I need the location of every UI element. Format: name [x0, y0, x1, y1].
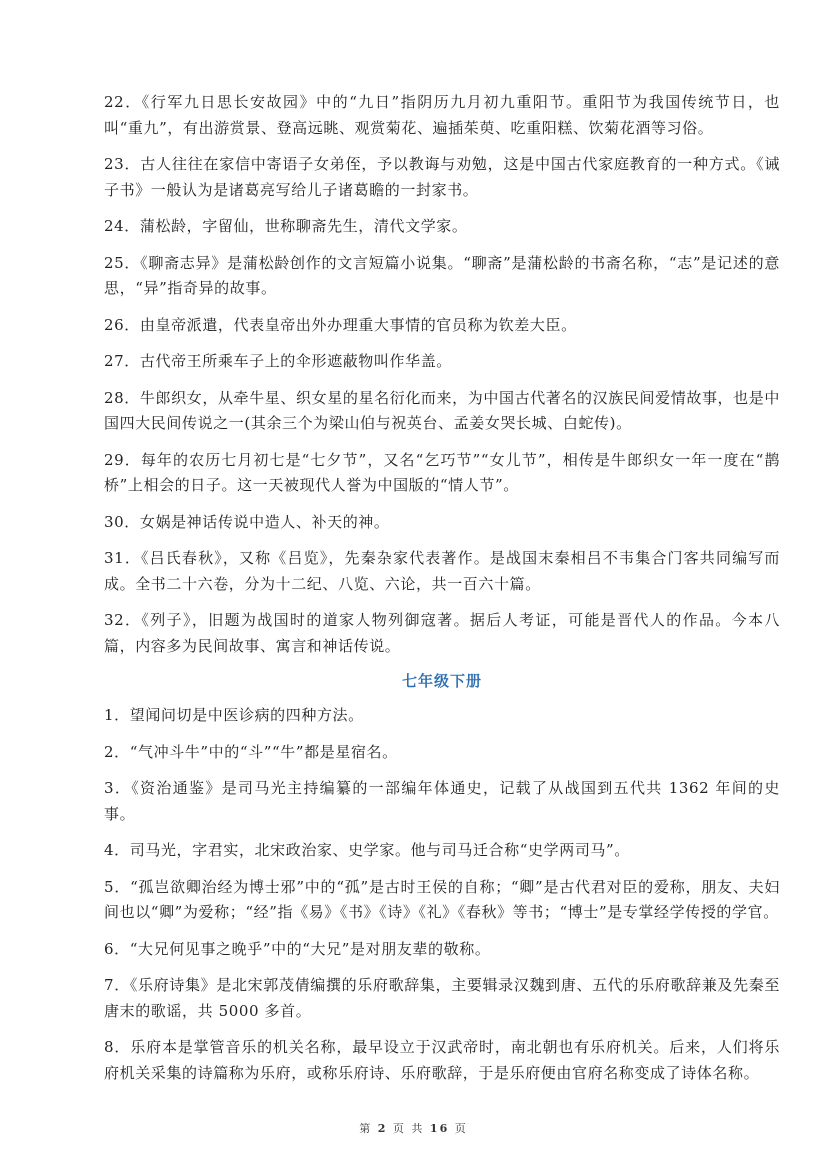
list-item: 3．《资治通鉴》是司马光主持编纂的一部编年体通史，记载了从战国到五代共 1362 年间的史事。 — [104, 779, 780, 823]
list-item: 26．由皇帝派遣，代表皇帝出外办理重大事情的官员称为钦差大臣。 — [104, 315, 577, 334]
total-pages-number: 16 — [429, 1122, 450, 1135]
list-item: 6．“大兄何见事之晚乎”中的“大兄”是对朋友辈的敬称。 — [104, 939, 491, 958]
footer-suffix: 页 — [454, 1122, 468, 1135]
page-footer — [0, 1120, 827, 1136]
list-item: 8．乐府本是掌管音乐的机关名称，最早设立于汉武帝时，南北朝也有乐府机关。后来，人们将乐府机关采集的诗篇称为乐府，或称乐府诗、乐府歌辞，于是乐府便由官府名称变成了诗体名称。 — [104, 1038, 780, 1082]
list-item: 4．司马光，字君实，北宋政治家、史学家。他与司马迁合称“史学两司马”。 — [104, 841, 630, 859]
list-item: 32．《列子》，旧题为战国时的道家人物列御寇著。据后人考证，可能是晋代人的作品。今本八篇，内容多为民间故事、寓言和神话传说。 — [104, 611, 780, 655]
list-item: 31．《吕氏春秋》，又称《吕览》，先秦杂家代表著作。是战国末秦相吕不韦集合门客共同编写而成。全书二十六卷，分为十二纪、八览、六论，共一百六十篇。 — [104, 549, 780, 593]
list-item: 5．“孤岂欲卿治经为博士邪”中的“孤”是古时王侯的自称；“卿”是古代君对臣的爱称，朋友、夫妇间也以“卿”为爱称；“经”指《易》《书》《诗》《礼》《春秋》等书；“博士”是专掌经学传授的学官。 — [104, 877, 780, 921]
list-item: 1．望闻问切是中医诊病的四种方法。 — [104, 706, 364, 724]
list-item: 27．古代帝王所乘车子上的伞形遮蔽物叫作华盖。 — [104, 352, 452, 370]
list-item: 24．蒲松龄，字留仙，世称聊斋先生，清代文学家。 — [104, 217, 468, 235]
current-page-number: 2 — [377, 1122, 388, 1135]
section-title: 七年级下册 — [401, 672, 482, 690]
list-item: 7．《乐府诗集》是北宋郭茂倩编撰的乐府歌辞集，主要辑录汉魏到唐、五代的乐府歌辞兼及先秦至唐末的歌谣，共 5000 多首。 — [104, 976, 780, 1020]
list-item: 29．每年的农历七月初七是“七夕节”，又名“乞巧节”“女儿节”，相传是牛郎织女一年一度在“鹊桥”上相会的日子。这一天被现代人誉为中国版的“情人节”。 — [104, 450, 780, 494]
list-item: 22．《行军九日思长安故园》中的“九日”指阴历九月初九重阳节。重阳节为我国传统节日，也叫“重九”，有出游赏景、登高远眺、观赏菊花、遍插茱萸、吃重阳糕、饮菊花酒等习俗。 — [104, 93, 780, 137]
list-item: 28．牛郎织女，从牵牛星、织女星的星名衍化而来，为中国古代著名的汉族民间爱情故事，也是中国四大民间传说之一(其余三个为梁山伯与祝英台、孟姜女哭长城、白蛇传)。 — [104, 388, 780, 432]
list-item: 30．女娲是神话传说中造人、补天的神。 — [104, 512, 390, 531]
list-item: 23．古人往往在家信中寄语子女弟侄，予以教诲与劝勉，这是中国古代家庭教育的一种方式。《诫子书》一般认为是诸葛亮写给儿子诸葛瞻的一封家书。 — [104, 155, 780, 199]
list-item: 2．“气冲斗牛”中的“斗”“牛”都是星宿名。 — [104, 742, 398, 761]
footer-middle: 页 共 — [392, 1122, 425, 1135]
page-content — [104, 90, 780, 1097]
list-item: 25．《聊斋志异》是蒲松龄创作的文言短篇小说集。“聊斋”是蒲松龄的书斋名称，“志”是记述的意思，“异”指奇异的故事。 — [104, 253, 780, 297]
footer-prefix: 第 — [359, 1122, 373, 1135]
